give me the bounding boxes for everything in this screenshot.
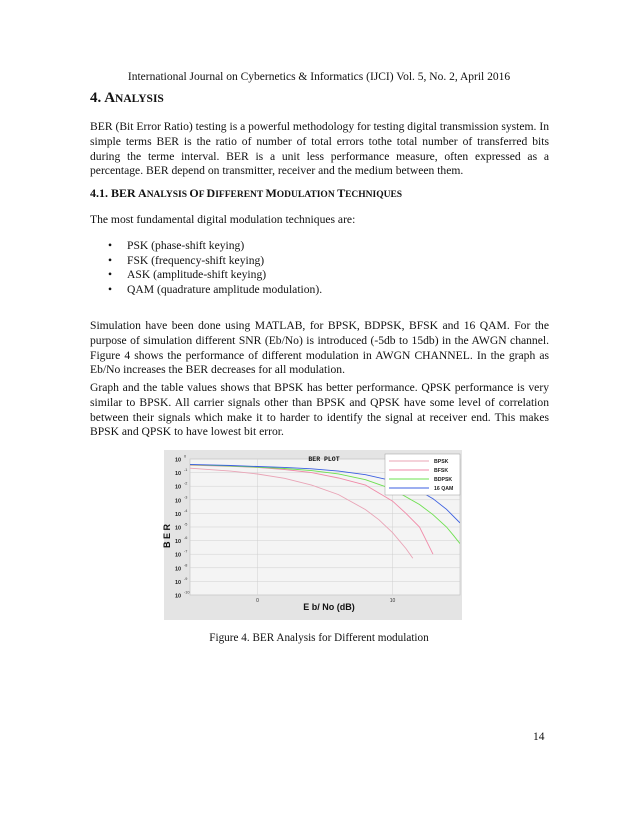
y-tick-exponent: -2 <box>184 481 188 486</box>
x-tick-label: 0 <box>256 598 259 604</box>
y-tick-label: 10 <box>174 566 182 573</box>
legend-label: BDPSK <box>434 477 453 483</box>
y-tick-label: 10 <box>174 457 182 464</box>
section-heading <box>90 90 164 107</box>
results-paragraph: Graph and the table values shows that BPSK has better performance. QPSK performance is very similar to BPSK. All carrier signals other than BPSK and QPSK have some level of correlation between their signals which make it to harder to identify the signal at receiver end. This makes BPSK and QPSK to have lowest bit error. <box>90 381 549 439</box>
section-title-initial: A <box>104 90 116 106</box>
techniques-intro: The most fundamental digital modulation techniques are: <box>90 213 356 226</box>
x-axis-label: E b/ No (dB) <box>303 602 355 612</box>
list-item: • FSK (frequency-shift keying) <box>108 254 322 269</box>
y-tick-exponent: -10 <box>184 590 190 595</box>
subsection-word-1-initial: A <box>138 186 147 200</box>
subsection-word-5-initial: T <box>337 186 346 200</box>
subsection-word-3-rest: IFFERENT <box>215 190 266 200</box>
y-axis-label: B E R <box>162 523 172 549</box>
y-tick-exponent: -3 <box>184 495 188 500</box>
chart-title: BER PLOT <box>308 456 340 463</box>
x-tick-label: 10 <box>389 598 396 604</box>
simulation-paragraph: Simulation have been done using MATLAB, for BPSK, BDPSK, BFSK and 16 QAM. For the purpose of simulation different SNR (Eb/No) is introduced (-5db to 15db) in the AWGN channel. Figure 4 shows the performance of different modulation in AWGN CHANNEL. In the graph as Eb/No increases the BER decreases for all modulation. <box>90 319 549 377</box>
subsection-word-2-initial: O <box>189 186 199 200</box>
page-number: 14 <box>533 731 545 743</box>
y-tick-exponent: 0 <box>184 454 187 459</box>
subsection-word-1-rest: NALYSIS <box>146 190 190 200</box>
y-tick-exponent: -9 <box>184 576 188 581</box>
section-title-rest: NALYSIS <box>115 93 164 105</box>
y-tick-label: 10 <box>174 552 182 559</box>
y-tick-label: 10 <box>174 511 182 518</box>
y-tick-label: 10 <box>174 484 182 491</box>
y-tick-exponent: -4 <box>184 508 188 513</box>
y-tick-exponent: -7 <box>184 549 188 554</box>
subsection-heading <box>90 186 402 201</box>
subsection-number: 4.1. BER <box>90 186 139 200</box>
techniques-list <box>108 239 322 297</box>
y-tick-exponent: -6 <box>184 536 188 541</box>
ber-chart <box>164 450 462 620</box>
list-item: • QAM (quadrature amplitude modulation). <box>108 283 322 298</box>
legend-label: BFSK <box>434 468 449 474</box>
legend-label: BPSK <box>434 459 449 465</box>
y-tick-label: 10 <box>174 471 182 478</box>
y-tick-label: 10 <box>174 579 182 586</box>
journal-header: International Journal on Cybernetics & Informatics (IJCI) Vol. 5, No. 2, April 2016 <box>127 71 511 83</box>
subsection-word-4-initial: M <box>265 186 277 200</box>
subsection-word-2-rest: F <box>198 190 207 200</box>
ber-plot-svg <box>164 450 462 620</box>
list-item: • PSK (phase-shift keying) <box>108 239 322 254</box>
y-tick-label: 10 <box>174 498 182 505</box>
section-number: 4. <box>90 90 102 106</box>
y-tick-exponent: -1 <box>184 468 188 473</box>
y-tick-exponent: -8 <box>184 563 188 568</box>
subsection-word-3-initial: D <box>206 186 216 200</box>
subsection-word-4-rest: ODULATION <box>276 190 338 200</box>
y-tick-exponent: -5 <box>184 522 188 527</box>
legend-label: 16 QAM <box>434 486 454 492</box>
list-item: • ASK (amplitude-shift keying) <box>108 268 322 283</box>
figure-caption: Figure 4. BER Analysis for Different modulation <box>209 632 429 644</box>
subsection-word-5-rest: ECHNIQUES <box>345 190 403 200</box>
y-tick-label: 10 <box>174 525 182 532</box>
y-tick-label: 10 <box>174 593 182 600</box>
y-tick-label: 10 <box>174 539 182 546</box>
intro-paragraph: BER (Bit Error Ratio) testing is a powerful methodology for testing digital transmission system. In simple terms BER is the ratio of number of total errors tothe total number of transferred bits during the terme interval. BER is a unit less performance measure, often expressed as a percentage. BER depend on transmitter, receiver and the medium between them. <box>90 120 549 178</box>
